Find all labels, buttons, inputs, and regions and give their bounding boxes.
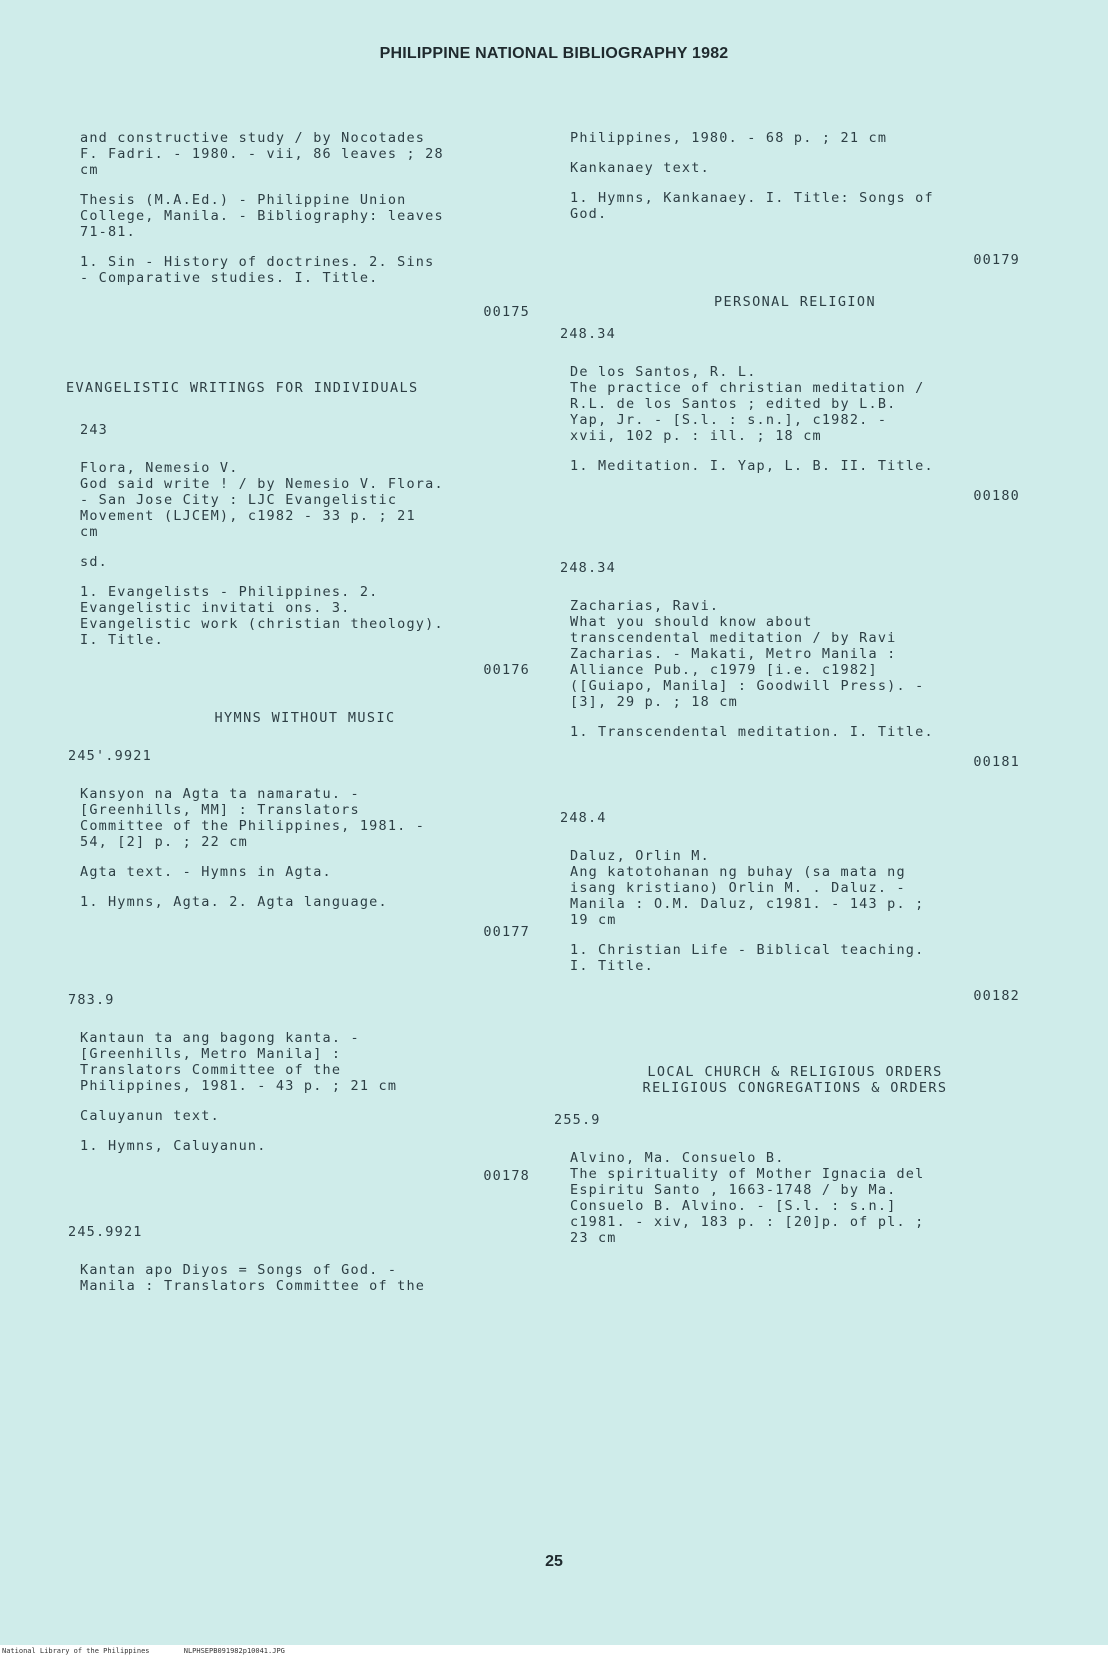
entry-description: and constructive study / by Nocotades F. Fadri. - 1980. - vii, 86 leaves ; 28 cm <box>80 130 444 178</box>
entry-number: 00175 <box>483 304 530 320</box>
entry-description: De los Santos, R. L. The practice of christian meditation / R.L. de los Santos ; edited by L.B. Yap, Jr. - [S.l. : s.n.], c1982. - xvii, 102 p. : ill. ; 18 cm <box>570 364 925 444</box>
entry-number: 00182 <box>973 988 1020 1004</box>
classification-number: 255.9 <box>554 1112 601 1128</box>
entry-00183 <box>554 1112 1020 1246</box>
entry-description: Kantaun ta ang bagong kanta. - [Greenhills, Metro Manila] : Translators Committee of the Philippines, 1981. - 43 p. ; 21 cm <box>80 1030 398 1094</box>
entry-subjects: 1. Transcendental meditation. I. Title. <box>570 724 934 740</box>
entry-00179-start <box>68 1224 530 1294</box>
page-number: 25 <box>545 1553 563 1570</box>
entry-note: Kankanaey text. <box>570 160 710 176</box>
entry-00175 <box>80 130 530 320</box>
section-heading: PERSONAL RELIGION <box>714 294 876 310</box>
entry-note: sd. <box>80 554 108 570</box>
page-title: PHILIPPINE NATIONAL BIBLIOGRAPHY 1982 <box>379 45 729 62</box>
entry-00177 <box>68 748 530 940</box>
entry-subjects: 1. Christian Life - Biblical teaching. I. Title. <box>570 942 925 974</box>
section-heading: LOCAL CHURCH & RELIGIOUS ORDERS RELIGIOUS CONGREGATIONS & ORDERS <box>642 1064 948 1096</box>
file-name: NLPHSEPB091982p10041.JPG <box>183 1647 285 1655</box>
classification-number: 783.9 <box>68 992 115 1008</box>
entry-subjects: 1. Meditation. I. Yap, L. B. II. Title. <box>570 458 934 474</box>
classification-number: 245'.9921 <box>68 748 152 764</box>
entry-description: Flora, Nemesio V. God said write ! / by Nemesio V. Flora. - San Jose City : LJC Evangelistic Movement (LJCEM), c1982 - 33 p. ; 21 cm <box>80 460 444 540</box>
entry-description: Alvino, Ma. Consuelo B. The spirituality of Mother Ignacia del Espiritu Santo , 1663-1748 / by Ma. Consuelo B. Alvino. - [S.l. : s.n.] c1981. - xiv, 183 p. : [20]p. of pl. ; 23 cm <box>570 1150 925 1246</box>
entry-description: Kansyon na Agta ta namaratu. - [Greenhills, MM] : Translators Committee of the Philippines, 1981. - 54, [2] p. ; 22 cm <box>80 786 426 850</box>
classification-number: 248.34 <box>560 560 616 576</box>
entry-00180 <box>560 326 1020 504</box>
entry-00181 <box>560 560 1020 770</box>
left-column <box>66 130 530 1308</box>
entry-number: 00179 <box>973 252 1020 268</box>
entry-number: 00176 <box>483 662 530 678</box>
entry-description: Daluz, Orlin M. Ang katotohanan ng buhay (sa mata ng isang kristiano) Orlin M. . Daluz. - Manila : O.M. Daluz, c1981. - 143 p. ; 19 cm <box>570 848 925 928</box>
entry-number: 00180 <box>973 488 1020 504</box>
right-column <box>554 130 1020 1260</box>
classification-number: 248.34 <box>560 326 616 342</box>
classification-number: 243 <box>80 422 108 438</box>
section-heading: HYMNS WITHOUT MUSIC <box>214 710 396 726</box>
entry-subjects: 1. Hymns, Agta. 2. Agta language. <box>80 894 388 910</box>
classification-number: 245.9921 <box>68 1224 143 1240</box>
entry-note: Thesis (M.A.Ed.) - Philippine Union College, Manila. - Bibliography: leaves 71-81. <box>80 192 444 240</box>
section-heading: EVANGELISTIC WRITINGS FOR INDIVIDUALS <box>66 380 419 396</box>
entry-note: Agta text. - Hymns in Agta. <box>80 864 332 880</box>
entry-00179-cont <box>570 130 1020 268</box>
entry-description: Kantan apo Diyos = Songs of God. - Manila : Translators Committee of the <box>80 1262 426 1294</box>
library-name: National Library of the Philippines <box>2 1647 150 1655</box>
classification-number: 248.4 <box>560 810 607 826</box>
entry-description: Zacharias, Ravi. What you should know about transcendental meditation / by Ravi Zacharias. - Makati, Metro Manila : Alliance Pub., c1979 [i.e. c1982] ([Guiapo, Manila] : Goodwill Press). - [3], 29 p. ; 18 cm <box>570 598 925 710</box>
entry-00176 <box>80 422 530 678</box>
entry-number: 00177 <box>483 924 530 940</box>
entry-00178 <box>68 992 530 1184</box>
entry-number: 00178 <box>483 1168 530 1184</box>
entry-note: Caluyanun text. <box>80 1108 220 1124</box>
scan-footer <box>0 1645 1108 1658</box>
entry-number: 00181 <box>973 754 1020 770</box>
entry-subjects: 1. Sin - History of doctrines. 2. Sins - Comparative studies. I. Title. <box>80 254 435 286</box>
entry-description: Philippines, 1980. - 68 p. ; 21 cm <box>570 130 888 146</box>
entry-00182 <box>560 810 1020 1004</box>
entry-subjects: 1. Hymns, Caluyanun. <box>80 1138 267 1154</box>
entry-subjects: 1. Hymns, Kankanaey. I. Title: Songs of God. <box>570 190 934 222</box>
entry-subjects: 1. Evangelists - Philippines. 2. Evangelistic invitati ons. 3. Evangelistic work (christian theology). I. Title. <box>80 584 444 648</box>
